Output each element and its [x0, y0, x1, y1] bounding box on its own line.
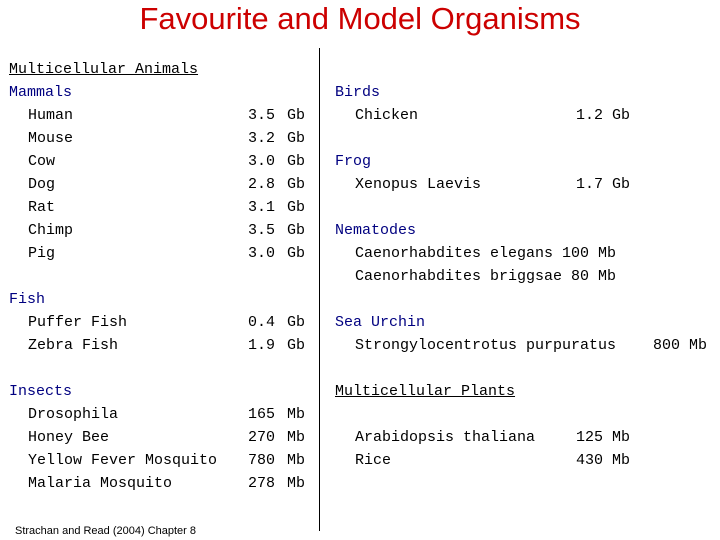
genome-value: 0.4 — [248, 314, 276, 331]
genome-size: 800 Mb — [653, 337, 708, 354]
genome-value: 3.0 — [248, 245, 276, 262]
multicellular-animals-heading: Multicellular Animals — [9, 61, 199, 78]
genome-unit: Gb — [287, 314, 306, 331]
nematode-entry: Caenorhabdites briggsae 80 Mb — [355, 268, 617, 285]
genome-size: 1.7 Gb — [576, 176, 631, 193]
sea-urchin-label: Sea Urchin — [335, 314, 426, 331]
genome-size: 430 Mb — [576, 452, 631, 469]
genome-unit: Mb — [287, 452, 306, 469]
birds-label: Birds — [335, 84, 381, 101]
organism-name: Human — [28, 107, 74, 124]
genome-value: 3.0 — [248, 153, 276, 170]
genome-value: 3.5 — [248, 222, 276, 239]
organism-name: Chicken — [355, 107, 419, 124]
genome-value: 780 — [248, 452, 276, 469]
organism-name: Yellow Fever Mosquito — [28, 452, 218, 469]
genome-unit: Mb — [287, 406, 306, 423]
genome-value: 3.1 — [248, 199, 276, 216]
genome-size: 125 Mb — [576, 429, 631, 446]
genome-unit: Gb — [287, 107, 306, 124]
insects-label: Insects — [9, 383, 73, 400]
genome-unit: Gb — [287, 222, 306, 239]
organism-name: Strongylocentrotus purpuratus — [355, 337, 617, 354]
multicellular-plants-heading: Multicellular Plants — [335, 383, 516, 400]
page-title: Favourite and Model Organisms — [139, 1, 581, 36]
genome-value: 165 — [248, 406, 276, 423]
organism-name: Rat — [28, 199, 56, 216]
genome-unit: Mb — [287, 429, 306, 446]
organism-name: Arabidopsis thaliana — [355, 429, 536, 446]
genome-unit: Gb — [287, 199, 306, 216]
organism-name: Cow — [28, 153, 56, 170]
source-citation: Strachan and Read (2004) Chapter 8 — [15, 525, 197, 537]
organism-name: Pig — [28, 245, 56, 262]
organism-name: Mouse — [28, 130, 74, 147]
genome-value: 1.9 — [248, 337, 276, 354]
genome-value: 3.5 — [248, 107, 276, 124]
organism-name: Puffer Fish — [28, 314, 128, 331]
genome-unit: Gb — [287, 130, 306, 147]
column-divider — [319, 48, 320, 531]
genome-value: 270 — [248, 429, 276, 446]
organism-name: Xenopus Laevis — [355, 176, 482, 193]
genome-unit: Gb — [287, 245, 306, 262]
genome-unit: Gb — [287, 176, 306, 193]
organism-name: Dog — [28, 176, 56, 193]
nematodes-label: Nematodes — [335, 222, 417, 239]
fish-label: Fish — [9, 291, 46, 308]
genome-value: 3.2 — [248, 130, 276, 147]
genome-unit: Mb — [287, 475, 306, 492]
nematode-entry: Caenorhabdites elegans 100 Mb — [355, 245, 617, 262]
organism-name: Rice — [355, 452, 392, 469]
organism-name: Drosophila — [28, 406, 119, 423]
genome-size: 1.2 Gb — [576, 107, 631, 124]
frog-label: Frog — [335, 153, 372, 170]
organism-name: Chimp — [28, 222, 74, 239]
genome-unit: Gb — [287, 153, 306, 170]
genome-unit: Gb — [287, 337, 306, 354]
mammals-label: Mammals — [9, 84, 73, 101]
genome-value: 278 — [248, 475, 276, 492]
organism-name: Honey Bee — [28, 429, 110, 446]
organism-name: Malaria Mosquito — [28, 475, 173, 492]
organism-name: Zebra Fish — [28, 337, 119, 354]
genome-value: 2.8 — [248, 176, 276, 193]
